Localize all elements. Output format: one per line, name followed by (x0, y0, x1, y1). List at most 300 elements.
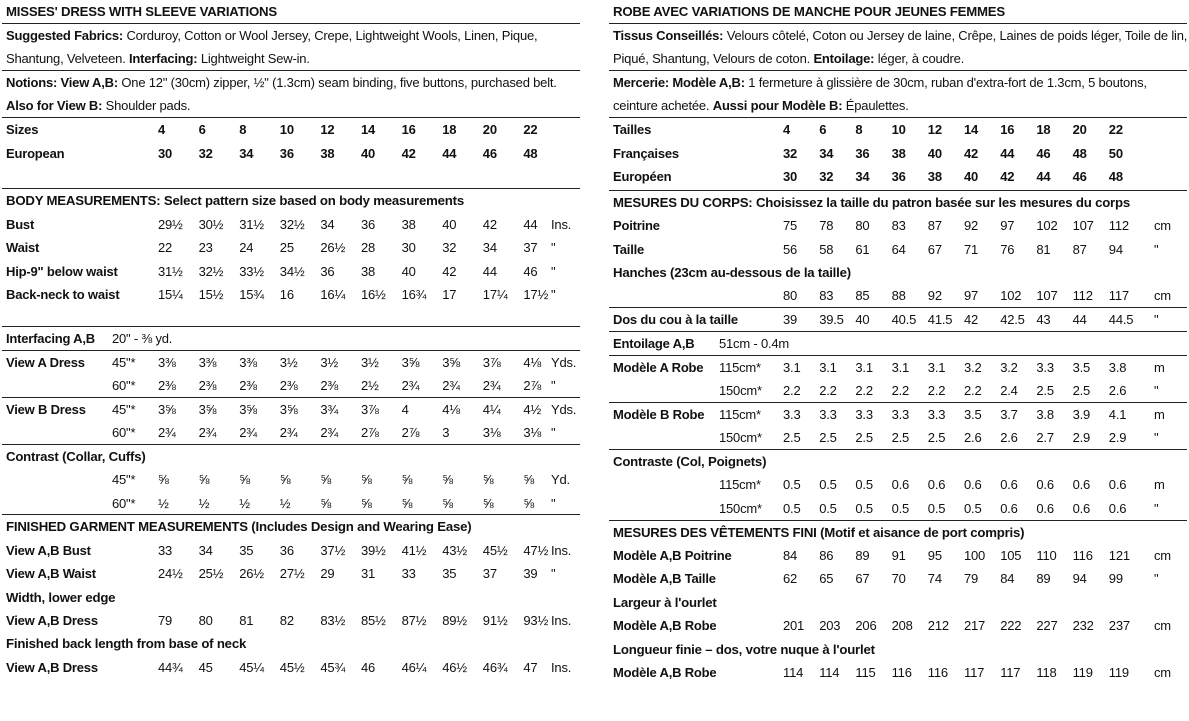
table-cell: 80 (198, 613, 213, 629)
table-cell: 3.3 (891, 406, 910, 422)
row-label: Poitrine (613, 218, 660, 234)
table-cell: 2.2 (855, 383, 873, 399)
table-cell: 39.5 (819, 312, 844, 328)
table-cell: 89 (1036, 571, 1051, 587)
table-cell: 42 (482, 216, 497, 232)
table-cell: 8 (239, 122, 247, 138)
table-row (2, 539, 580, 562)
table-cell: 48 (1072, 145, 1087, 161)
table-cell: 2¾ (401, 377, 420, 393)
fabric-width: 45"* (112, 401, 136, 417)
table-cell: 3⅛ (482, 425, 501, 441)
table-cell: 2¾ (198, 425, 217, 441)
table-cell: 107 (1036, 288, 1058, 304)
row-label: Taille (613, 241, 645, 257)
row-label: Bust (6, 216, 35, 232)
table-cell: 2½ (361, 377, 379, 393)
table-cell: 117 (1000, 665, 1021, 680)
table-cell: 87 (927, 218, 942, 234)
table-cell: 86 (819, 548, 834, 564)
table-cell: 3.1 (819, 359, 837, 375)
table-cell: 4½ (523, 401, 542, 417)
table-cell: ⅝ (279, 472, 291, 488)
table-cell: 36 (320, 263, 335, 279)
table-cell: 36 (855, 145, 870, 161)
table-cell: 56 (783, 241, 798, 257)
table-cell: 222 (1000, 618, 1022, 634)
table-cell: 97 (964, 288, 979, 304)
table-cell: 3½ (320, 354, 339, 370)
table-cell: 2⅜ (198, 377, 217, 393)
back-length-label: Finished back length from base of neck (6, 636, 247, 652)
also-label: Also for View B: (6, 98, 103, 114)
table-cell: 217 (964, 618, 986, 634)
table-cell: 114 (819, 665, 840, 680)
table-cell: 6 (819, 122, 827, 138)
unit-label: Yds. (551, 354, 577, 370)
row-label: Françaises (613, 145, 679, 161)
table-cell: 2.2 (927, 383, 946, 399)
table-cell: 15¼ (158, 286, 183, 302)
table-cell: 3⅝ (198, 401, 217, 417)
table-cell: 37 (523, 240, 538, 256)
table-cell: 40.5 (891, 312, 917, 328)
interfacing-label: Interfacing: (129, 51, 198, 67)
table-cell: 16 (401, 122, 416, 138)
table-cell: 97 (1000, 218, 1015, 234)
table-cell: ⅝ (320, 495, 332, 511)
table-cell: 3.1 (891, 359, 910, 375)
unit-label: " (1154, 383, 1159, 399)
body-measurements-header: BODY MEASUREMENTS: Select pattern size based on body measurements (6, 193, 464, 209)
unit-label: m (1154, 359, 1165, 375)
table-cell: 39 (523, 566, 538, 582)
table-cell: 4¼ (482, 401, 501, 417)
table-cell: 4 (401, 401, 409, 417)
finished-measurements-header: FINISHED GARMENT MEASUREMENTS (Includes Design and Wearing Ease) (6, 519, 472, 535)
table-cell: 2.5 (819, 430, 837, 446)
table-cell: 14 (361, 122, 376, 138)
table-cell: 2.5 (1036, 383, 1054, 399)
table-cell: 100 (964, 548, 986, 564)
table-cell: ⅝ (523, 495, 535, 511)
table-cell: 42.5 (1000, 312, 1025, 328)
table-row (609, 284, 1187, 307)
notions-label: Mercerie: Modèle A,B: (613, 74, 745, 90)
table-cell: 208 (891, 618, 913, 634)
table-cell: 2.2 (964, 383, 982, 399)
table-cell: ⅝ (401, 495, 413, 511)
table-cell: 89½ (442, 613, 467, 629)
table-cell: 83 (891, 218, 906, 234)
contrast-label: Contraste (Col, Poignets) (613, 454, 767, 470)
table-cell: 119 (1072, 665, 1093, 680)
unit-label: cm (1154, 548, 1171, 564)
table-cell: 0.6 (1108, 500, 1127, 516)
table-cell: 35 (442, 566, 457, 582)
unit-label: " (551, 377, 556, 393)
unit-label: Ins. (551, 542, 572, 558)
table-cell: 22 (1108, 122, 1123, 138)
table-cell: 3.9 (1072, 406, 1091, 422)
table-cell: 36 (279, 542, 294, 558)
table-cell: 22 (523, 122, 538, 138)
table-cell: 3.3 (783, 406, 801, 422)
table-cell: 2¾ (239, 425, 257, 441)
table-cell: 3.2 (964, 359, 982, 375)
table-cell: 3.1 (927, 359, 946, 375)
table-cell: 27½ (279, 566, 305, 582)
table-cell: 99 (1108, 571, 1123, 587)
table-cell: 2.7 (1036, 430, 1054, 446)
table-cell: 32 (819, 168, 834, 184)
table-cell: 40 (442, 216, 457, 232)
table-cell: ⅝ (361, 472, 372, 488)
english-column (2, 0, 580, 721)
table-row (609, 567, 1187, 590)
table-cell: 4⅛ (523, 354, 542, 370)
table-cell: 16¾ (401, 286, 427, 302)
table-cell: 102 (1036, 218, 1058, 234)
table-cell: 23 (198, 240, 213, 256)
table-cell: 20 (1072, 122, 1087, 138)
yardage-row (2, 421, 580, 444)
table-cell: 87½ (401, 613, 427, 629)
table-cell: 2.2 (891, 383, 910, 399)
table-cell: 70 (891, 571, 906, 587)
table-cell: 79 (964, 571, 979, 587)
table-cell: 38 (320, 145, 335, 161)
table-row (2, 562, 580, 585)
table-cell: 80 (783, 288, 798, 304)
table-cell: 87 (1072, 241, 1087, 257)
table-cell: 30½ (198, 216, 224, 232)
table-cell: 41.5 (927, 312, 953, 328)
table-row (2, 260, 580, 283)
table-cell: 10 (279, 122, 294, 138)
fabric-width: 45"* (112, 472, 136, 488)
table-cell: ⅝ (198, 472, 210, 488)
row-label: View A Dress (6, 354, 85, 370)
table-cell: 46 (1036, 145, 1051, 161)
row-label: View B Dress (6, 401, 86, 417)
interfacing-text: léger, à coudre. (874, 51, 965, 67)
fabrics-label: Tissus Conseillés: (613, 27, 724, 43)
table-cell: 32 (783, 145, 798, 161)
yardage-row (2, 374, 580, 397)
table-cell: 29 (320, 566, 335, 582)
table-cell: 32½ (279, 216, 305, 232)
table-cell: 2.2 (783, 383, 801, 399)
table-cell: 4 (783, 122, 791, 138)
table-cell: 2.9 (1072, 430, 1091, 446)
table-cell: 84 (1000, 571, 1015, 587)
row-label: View A,B Bust (6, 542, 91, 558)
table-cell: 89 (855, 548, 870, 564)
table-cell: 29½ (158, 216, 183, 232)
table-cell: 44 (1072, 312, 1087, 328)
interfacing-amount: 51cm - 0.4m (719, 335, 790, 351)
table-cell: 44 (1000, 145, 1015, 161)
fabrics-label: Suggested Fabrics: (6, 27, 124, 43)
table-cell: 42 (964, 312, 979, 328)
notions-text: One 12" (30cm) zipper, ½" (1.3cm) seam binding, five buttons, purchased belt. (117, 74, 557, 90)
spacer (2, 306, 580, 326)
table-cell: 41½ (401, 542, 427, 558)
table-cell: 26½ (320, 240, 346, 256)
table-cell: ⅝ (523, 472, 535, 488)
table-cell: 38 (891, 145, 906, 161)
table-cell: 121 (1108, 548, 1130, 564)
table-cell: 37 (482, 566, 497, 582)
table-cell: 114 (783, 665, 804, 680)
interfacing-row (2, 327, 580, 350)
table-cell: 0.6 (927, 477, 946, 493)
table-cell: 48 (523, 145, 538, 161)
table-cell: 75 (783, 218, 798, 234)
table-cell: 44.5 (1108, 312, 1134, 328)
notions-line-2 (609, 94, 1187, 117)
table-cell: 44 (1036, 168, 1051, 184)
table-cell: 2⅞ (523, 377, 542, 393)
row-label: Hip-9" below waist (6, 263, 118, 279)
table-cell: 20 (482, 122, 497, 138)
table-cell: 33 (401, 566, 416, 582)
table-cell: 88 (891, 288, 906, 304)
table-cell: 105 (1000, 548, 1022, 564)
fabric-width: 45"* (112, 354, 136, 370)
table-row (2, 213, 580, 236)
table-cell: 2.5 (1072, 383, 1091, 399)
table-cell: 3 (442, 425, 450, 441)
table-cell: 91½ (482, 613, 508, 629)
table-cell: 64 (891, 241, 906, 257)
table-cell: 42 (1000, 168, 1015, 184)
table-cell: 38 (361, 263, 376, 279)
table-cell: 95 (927, 548, 942, 564)
table-cell: ⅝ (158, 472, 169, 488)
table-cell: 3.1 (783, 359, 801, 375)
table-cell: 237 (1108, 618, 1130, 634)
notions-label: Notions: View A,B: (6, 74, 118, 90)
table-cell: 47½ (523, 542, 549, 558)
table-cell: 34 (482, 240, 497, 256)
table-cell: 84 (783, 548, 798, 564)
table-cell: 85 (855, 288, 870, 304)
table-cell: 3.8 (1108, 359, 1127, 375)
row-label: Modèle A,B Robe (613, 665, 717, 680)
table-cell: 0.6 (1072, 477, 1091, 493)
table-cell: 16 (279, 286, 294, 302)
contrast-row (609, 497, 1187, 520)
table-cell: 15½ (198, 286, 224, 302)
table-cell: 206 (855, 618, 877, 634)
table-cell: 17½ (523, 286, 549, 302)
fabric-width: 150cm* (719, 383, 762, 399)
table-cell: 40 (855, 312, 870, 328)
size-row (609, 165, 1187, 188)
back-length-label: Longueur finie – dos, votre nuque à l'ourlet (613, 641, 875, 657)
table-cell: ⅝ (361, 495, 372, 511)
table-cell: 16¼ (320, 286, 346, 302)
hips-label: Hanches (23cm au-dessous de la taille) (613, 264, 851, 280)
size-row (609, 142, 1187, 165)
table-cell: 2⅞ (401, 425, 420, 441)
table-cell: 2.6 (1000, 430, 1018, 446)
table-cell: 16½ (361, 286, 386, 302)
contrast-label: Contrast (Collar, Cuffs) (6, 448, 146, 464)
unit-label: cm (1154, 665, 1171, 680)
table-cell: 201 (783, 618, 805, 634)
table-cell: 62 (783, 571, 798, 587)
table-cell: 3.5 (1072, 359, 1091, 375)
table-cell: ½ (158, 495, 169, 511)
table-cell: 81 (239, 613, 254, 629)
table-cell: 92 (927, 288, 942, 304)
table-cell: 22 (158, 240, 173, 256)
table-cell: 45½ (482, 542, 508, 558)
table-cell: 119 (1108, 665, 1129, 680)
table-row (2, 609, 580, 632)
table-cell: 0.6 (1036, 500, 1054, 516)
width-label: Largeur à l'ourlet (613, 594, 717, 610)
table-cell: 25 (279, 240, 294, 256)
table-cell: 4 (158, 122, 166, 138)
table-cell: 2¾ (482, 377, 501, 393)
french-column (609, 0, 1187, 721)
table-cell: 36 (279, 145, 294, 161)
section-title: MISSES' DRESS WITH SLEEVE VARIATIONS (6, 4, 277, 19)
unit-label: " (551, 425, 556, 441)
unit-label: " (551, 286, 556, 302)
yardage-row (609, 379, 1187, 402)
table-cell: 81 (1036, 241, 1051, 257)
table-cell: 2⅜ (279, 377, 298, 393)
table-cell: 0.5 (855, 477, 873, 493)
table-cell: 39 (783, 312, 798, 328)
unit-label: " (1154, 430, 1159, 446)
table-cell: 17 (442, 286, 457, 302)
notions-line (2, 71, 580, 94)
fabrics-text: Piqué, Shantung, Velours de coton. (613, 51, 814, 67)
section-title: ROBE AVEC VARIATIONS DE MANCHE POUR JEUNES FEMMES (613, 4, 1005, 19)
row-label: View A,B Dress (6, 659, 98, 675)
table-cell: 3⅞ (361, 401, 379, 417)
table-cell: 3.3 (855, 406, 873, 422)
table-cell: 3¾ (320, 401, 339, 417)
table-cell: 46¼ (401, 659, 427, 675)
fabrics-text: Shantung, Velveteen. (6, 51, 130, 67)
table-cell: ⅝ (320, 472, 332, 488)
table-cell: 212 (927, 618, 949, 634)
table-cell: 85½ (361, 613, 386, 629)
table-cell: 37½ (320, 542, 346, 558)
unit-label: m (1154, 477, 1165, 493)
table-cell: 115 (855, 665, 876, 680)
table-cell: 2⅜ (320, 377, 339, 393)
unit-label: m (1154, 406, 1165, 422)
unit-label: Ins. (551, 659, 572, 675)
table-cell: 0.6 (1000, 477, 1018, 493)
table-row (609, 614, 1187, 637)
table-cell: 4⅛ (442, 401, 460, 417)
table-cell: 93½ (523, 613, 549, 629)
table-cell: 18 (442, 122, 457, 138)
table-cell: 50 (1108, 145, 1123, 161)
fabric-width: 60"* (112, 425, 136, 441)
table-cell: 46¾ (482, 659, 508, 675)
table-cell: 2¾ (158, 425, 176, 441)
table-row (2, 656, 580, 679)
fabrics-text: Velours côtelé, Coton ou Jersey de laine, Crêpe, Laines de poids léger, Toile de lin, (723, 27, 1187, 43)
row-label: Modèle A,B Taille (613, 571, 716, 587)
table-cell: 17¼ (482, 286, 508, 302)
notions-line-2 (2, 94, 580, 117)
table-cell: 3⅜ (239, 354, 257, 370)
row-label: Modèle A,B Poitrine (613, 548, 732, 564)
table-cell: 80 (855, 218, 870, 234)
table-cell: 26½ (239, 566, 264, 582)
table-cell: 28 (361, 240, 376, 256)
table-cell: 0.5 (819, 477, 837, 493)
table-cell: 2.6 (1108, 383, 1127, 399)
table-cell: 34 (320, 216, 335, 232)
table-cell: ⅝ (442, 495, 453, 511)
table-cell: 32 (442, 240, 457, 256)
unit-label: " (551, 566, 556, 582)
table-cell: 82 (279, 613, 294, 629)
table-cell: 2.5 (855, 430, 873, 446)
table-cell: 36 (891, 168, 906, 184)
row-label: Interfacing A,B (6, 330, 95, 346)
size-row (2, 118, 580, 141)
fabrics-line (609, 24, 1187, 47)
notions-text: ceinture achetée. (613, 98, 713, 114)
table-cell: 31 (361, 566, 376, 582)
table-cell: 78 (819, 218, 834, 234)
notions-line (609, 71, 1187, 94)
table-cell: 45 (198, 659, 213, 675)
table-row (609, 661, 1187, 684)
row-label: European (6, 145, 65, 161)
table-cell: 34½ (279, 263, 305, 279)
row-label: Modèle B Robe (613, 406, 705, 422)
table-cell: 112 (1072, 288, 1093, 304)
table-cell: 33 (158, 542, 173, 558)
table-cell: 0.5 (855, 500, 873, 516)
table-cell: 24 (239, 240, 254, 256)
table-cell: 34 (198, 542, 213, 558)
interfacing-row (609, 332, 1187, 355)
table-cell: 2⅞ (361, 425, 379, 441)
table-cell: 15¾ (239, 286, 264, 302)
table-cell: 203 (819, 618, 841, 634)
table-cell: ⅝ (482, 472, 494, 488)
table-cell: 107 (1072, 218, 1094, 234)
table-cell: 0.5 (891, 500, 910, 516)
fabrics-text: Corduroy, Cotton or Wool Jersey, Crepe, Lightweight Wools, Linen, Pique, (123, 27, 538, 43)
table-cell: 3.2 (1000, 359, 1018, 375)
table-cell: 33½ (239, 263, 264, 279)
table-cell: 47 (523, 659, 538, 675)
table-cell: 31½ (239, 216, 264, 232)
table-row (2, 236, 580, 259)
table-cell: 3⅛ (523, 425, 542, 441)
table-cell: 30 (783, 168, 798, 184)
fabric-width: 150cm* (719, 430, 762, 446)
table-cell: 3⅝ (158, 401, 176, 417)
spacer (2, 165, 580, 189)
